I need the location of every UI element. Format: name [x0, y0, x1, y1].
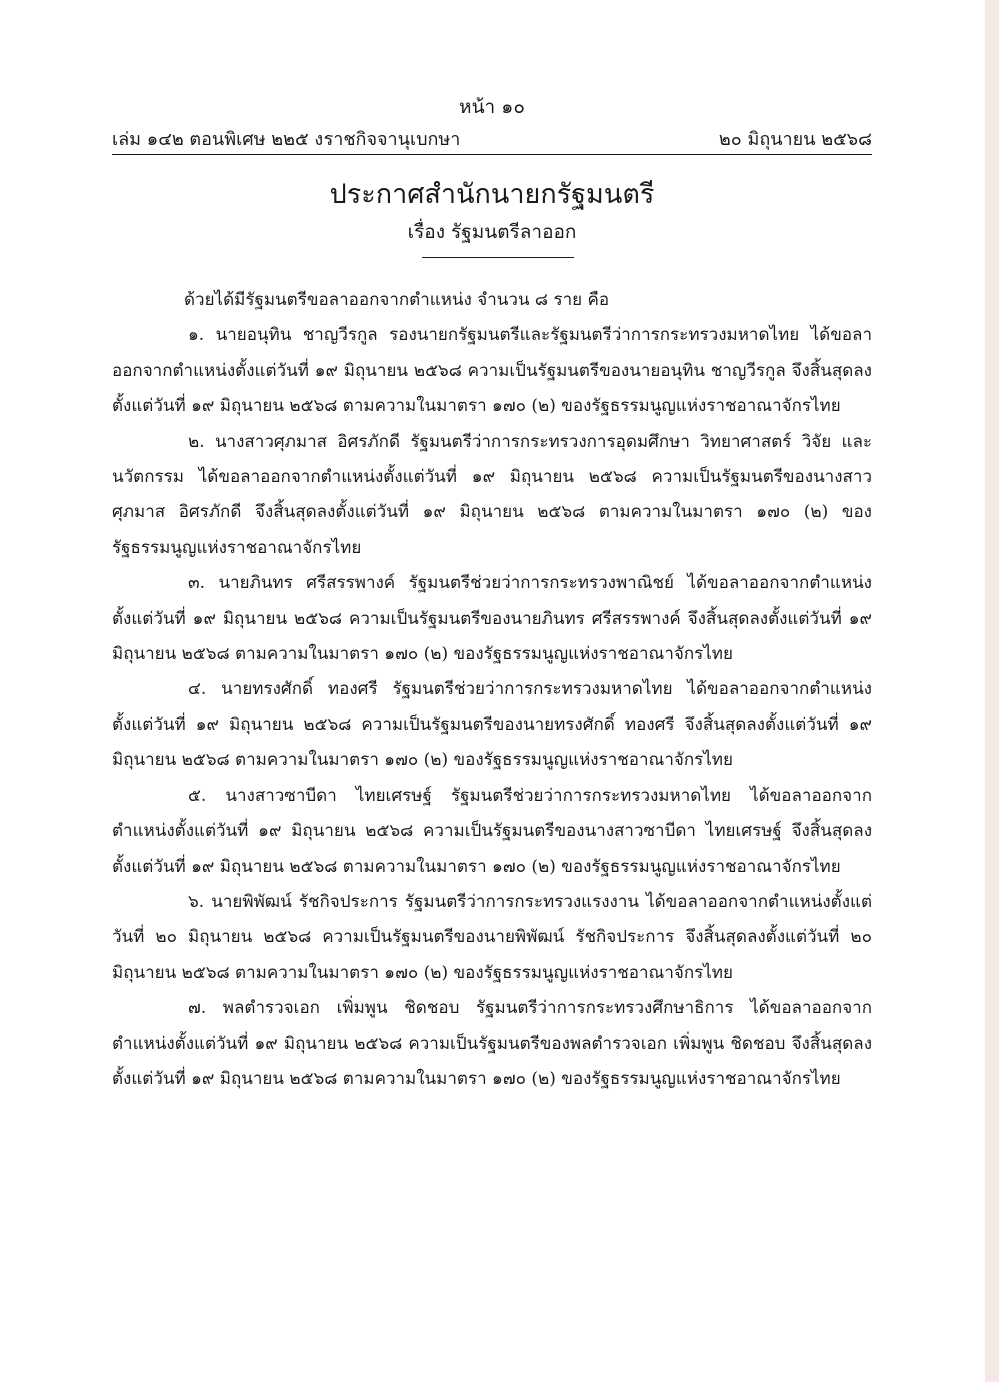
list-item: ๑. นายอนุทิน ชาญวีรกูล รองนายกรัฐมนตรีและรัฐมนตรีว่าการกระทรวงมหาดไทย ได้ขอลาออกจากตำแหน่งตั้งแต่วันที่ ๑๙ มิถุนายน ๒๕๖๘ ความเป็นรัฐมนตรีของนายอนุทิน ชาญวีรกูล จึงสิ้นสุดลงตั้งแต่วันที่ ๑๙ มิถุนายน ๒๕๖๘ ตามความในมาตรา ๑๗๐ (๒) ของรัฐธรรมนูญแห่งราชอาณาจักรไทย	[112, 325, 872, 417]
intro-paragraph: ด้วยได้มีรัฐมนตรีขอลาออกจากตำแหน่ง จำนวน ๘ ราย คือ	[184, 290, 610, 310]
page-number: หน้า ๑๐	[459, 96, 525, 118]
announcement-body	[112, 283, 872, 1097]
title-divider	[422, 257, 574, 258]
gazette-name: ราชกิจจานุเบกษา	[323, 129, 461, 150]
list-item: ๓. นายภินทร ศรีสรรพางค์ รัฐมนตรีช่วยว่าการกระทรวงพาณิชย์ ได้ขอลาออกจากตำแหน่งตั้งแต่วันที่ ๑๙ มิถุนายน ๒๕๖๘ ความเป็นรัฐมนตรีของนายภินทร ศรีสรรพางค์ จึงสิ้นสุดลงตั้งแต่วันที่ ๑๙ มิถุนายน ๒๕๖๘ ตามความในมาตรา ๑๗๐ (๒) ของรัฐธรรมนูญแห่งราชอาณาจักรไทย	[112, 573, 872, 665]
publication-date: ๒๐ มิถุนายน ๒๕๖๘	[718, 129, 872, 150]
list-item: ๔. นายทรงศักดิ์ ทองศรี รัฐมนตรีช่วยว่าการกระทรวงมหาดไทย ได้ขอลาออกจากตำแหน่งตั้งแต่วันที่ ๑๙ มิถุนายน ๒๕๖๘ ความเป็นรัฐมนตรีของนายทรงศักดิ์ ทองศรี จึงสิ้นสุดลงตั้งแต่วันที่ ๑๙ มิถุนายน ๒๕๖๘ ตามความในมาตรา ๑๗๐ (๒) ของรัฐธรรมนูญแห่งราชอาณาจักรไทย	[112, 679, 872, 771]
page-edge-strip	[985, 0, 999, 1382]
list-item: ๒. นางสาวศุภมาส อิศรภักดี รัฐมนตรีว่าการกระทรวงการอุดมศึกษา วิทยาศาสตร์ วิจัย และนวัตกรรม ได้ขอลาออกจากตำแหน่งตั้งแต่วันที่ ๑๙ มิถุนายน ๒๕๖๘ ความเป็นรัฐมนตรีของนางสาวศุภมาส อิศรภักดี จึงสิ้นสุดลงตั้งแต่วันที่ ๑๙ มิถุนายน ๒๕๖๘ ตามความในมาตรา ๑๗๐ (๒) ของรัฐธรรมนูญแห่งราชอาณาจักรไทย	[112, 431, 872, 558]
list-item: ๗. พลตำรวจเอก เพิ่มพูน ชิดชอบ รัฐมนตรีว่าการกระทรวงศึกษาธิการ ได้ขอลาออกจากตำแหน่งตั้งแต่วันที่ ๑๙ มิถุนายน ๒๕๖๘ ความเป็นรัฐมนตรีของพลตำรวจเอก เพิ่มพูน ชิดชอบ จึงสิ้นสุดลงตั้งแต่วันที่ ๑๙ มิถุนายน ๒๕๖๘ ตามความในมาตรา ๑๗๐ (๒) ของรัฐธรรมนูญแห่งราชอาณาจักรไทย	[112, 998, 872, 1089]
list-item: ๕. นางสาวซาบีดา ไทยเศรษฐ์ รัฐมนตรีช่วยว่าการกระทรวงมหาดไทย ได้ขอลาออกจากตำแหน่งตั้งแต่วันที่ ๑๙ มิถุนายน ๒๕๖๘ ความเป็นรัฐมนตรีของนางสาวซาบีดา ไทยเศรษฐ์ จึงสิ้นสุดลงตั้งแต่วันที่ ๑๙ มิถุนายน ๒๕๖๘ ตามความในมาตรา ๑๗๐ (๒) ของรัฐธรรมนูญแห่งราชอาณาจักรไทย	[112, 785, 872, 877]
list-item: ๖. นายพิพัฒน์ รัชกิจประการ รัฐมนตรีว่าการกระทรวงแรงงาน ได้ขอลาออกจากตำแหน่งตั้งแต่วันที่ ๒๐ มิถุนายน ๒๕๖๘ ความเป็นรัฐมนตรีของนายพิพัฒน์ รัชกิจประการ จึงสิ้นสุดลงตั้งแต่วันที่ ๒๐ มิถุนายน ๒๕๖๘ ตามความในมาตรา ๑๗๐ (๒) ของรัฐธรรมนูญแห่งราชอาณาจักรไทย	[112, 891, 872, 983]
gazette-header	[112, 124, 872, 155]
announcement-title: ประกาศสำนักนายกรัฐมนตรี	[329, 179, 655, 210]
announcement-subject: เรื่อง รัฐมนตรีลาออก	[407, 221, 577, 243]
volume-issue: เล่ม ๑๔๒ ตอนพิเศษ ๒๒๕ ง	[112, 129, 324, 150]
